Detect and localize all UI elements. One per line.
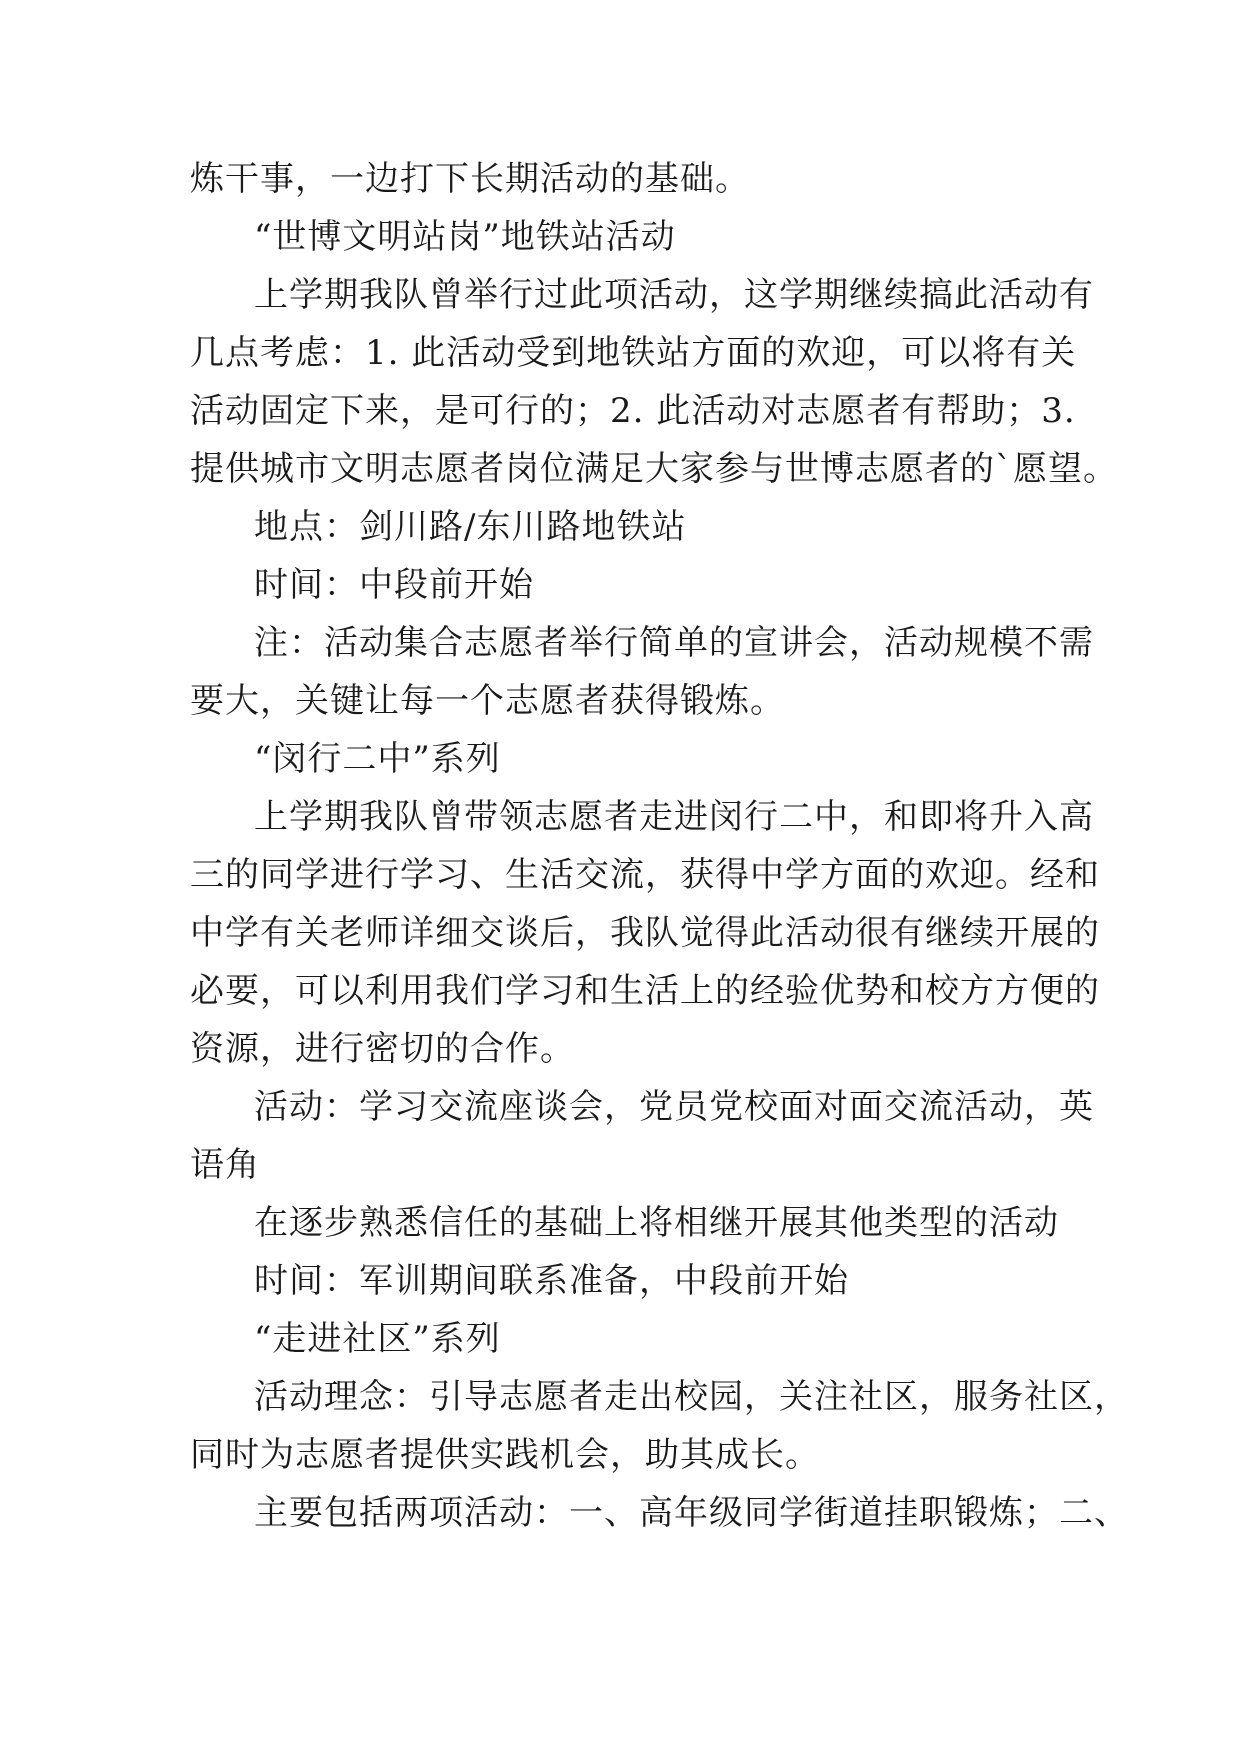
text-line: 活动理念：引导志愿者走出校园，关注社区，服务社区， bbox=[254, 1377, 1129, 1417]
text-line: 活动固定下来，是可行的；2. 此活动对志愿者有帮助；3. bbox=[190, 391, 1076, 431]
text-line: 主要包括两项活动：一、高年级同学街道挂职锻炼；二、 bbox=[254, 1493, 1129, 1533]
text-line: 上学期我队曾举行过此项活动，这学期继续搞此活动有 bbox=[254, 275, 1094, 315]
text-line: 在逐步熟悉信任的基础上将相继开展其他类型的活动 bbox=[254, 1203, 1059, 1243]
document-body bbox=[190, 150, 1129, 1542]
text-line: 时间：军训期间联系准备，中段前开始 bbox=[254, 1261, 849, 1301]
text-line: 同时为志愿者提供实践机会，助其成长。 bbox=[190, 1435, 820, 1475]
text-line: “闵行二中”系列 bbox=[254, 739, 501, 779]
text-line: 语角 bbox=[190, 1145, 260, 1185]
text-line: 要大，关键让每一个志愿者获得锻炼。 bbox=[190, 681, 785, 721]
text-line: 地点：剑川路/东川路地铁站 bbox=[254, 507, 687, 547]
text-line: 三的同学进行学习、生活交流，获得中学方面的欢迎。经和 bbox=[190, 855, 1100, 895]
text-line: 注：活动集合志愿者举行简单的宣讲会，活动规模不需 bbox=[254, 623, 1094, 663]
text-line: 活动：学习交流座谈会，党员党校面对面交流活动，英 bbox=[254, 1087, 1094, 1127]
text-line: “世博文明站岗”地铁站活动 bbox=[254, 217, 676, 257]
text-line: 资源，进行密切的合作。 bbox=[190, 1029, 575, 1069]
text-line: 几点考虑：1. 此活动受到地铁站方面的欢迎，可以将有关 bbox=[190, 333, 1077, 373]
text-line: 中学有关老师详细交谈后，我队觉得此活动很有继续开展的 bbox=[190, 913, 1100, 953]
text-line: 上学期我队曾带领志愿者走进闵行二中，和即将升入高 bbox=[254, 797, 1094, 837]
text-line: 提供城市文明志愿者岗位满足大家参与世博志愿者的`愿望。 bbox=[190, 449, 1118, 489]
text-line: 必要，可以利用我们学习和生活上的经验优势和校方方便的 bbox=[190, 971, 1100, 1011]
text-line: “走进社区”系列 bbox=[254, 1319, 501, 1359]
text-line: 时间：中段前开始 bbox=[254, 565, 534, 605]
text-line: 炼干事，一边打下长期活动的基础。 bbox=[190, 159, 750, 199]
